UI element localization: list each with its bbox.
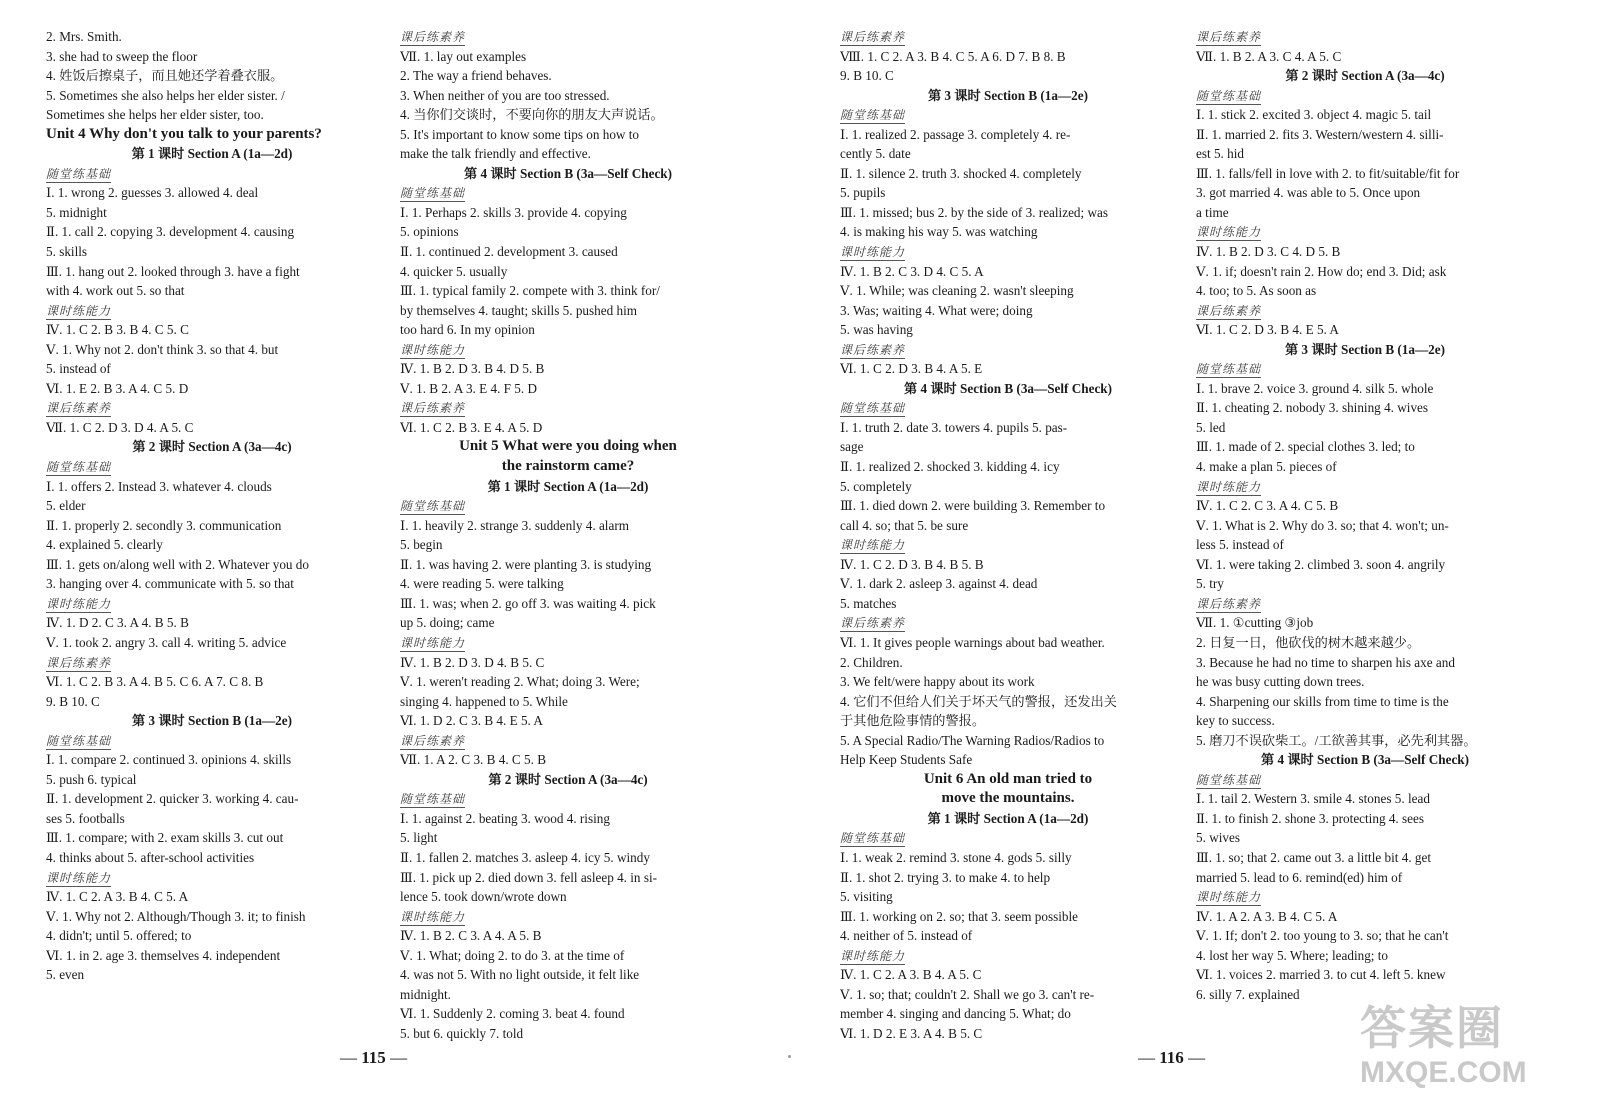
answer-line: 5. pupils <box>840 185 886 201</box>
answer-line: Ⅲ. 1. hang out 2. looked through 3. have a fight <box>46 263 300 279</box>
answer-line: lence 5. took down/wrote down <box>400 889 567 905</box>
answer-line: 4. neither of 5. instead of <box>840 928 973 944</box>
answer-line: call 4. so; that 5. be sure <box>840 517 969 533</box>
section-tag-row <box>840 27 1176 47</box>
section-tag-row <box>400 731 736 751</box>
section-tag-row <box>840 105 1176 125</box>
answer-line: Ⅵ. 1. C 2. B 3. A 4. B 5. C 6. A 7. C 8. B <box>46 674 264 690</box>
answer-line: Ⅰ. 1. Perhaps 2. skills 3. provide 4. copying <box>400 204 627 220</box>
section-tag-row <box>840 613 1176 633</box>
answer-line: 5. but 6. quickly 7. told <box>400 1025 524 1041</box>
answer-line: Ⅳ. 1. B 2. C 3. A 4. A 5. B <box>400 928 542 944</box>
answer-line: midnight. <box>400 986 451 1002</box>
answer-line: 6. silly 7. explained <box>1196 986 1300 1002</box>
answer-line: Ⅴ. 1. weren't reading 2. What; doing 3. Were; <box>400 674 640 690</box>
lesson-heading: 第 1 课时 Section A (1a—2d) <box>131 146 293 162</box>
answer-line: Ⅲ. 1. so; that 2. came out 3. a little bit 4. get <box>1196 849 1432 865</box>
answer-line: Ⅴ. 1. If; don't 2. too young to 3. so; that he can't <box>1196 928 1449 944</box>
answer-line: Ⅵ. 1. were taking 2. climbed 3. soon 4. angrily <box>1196 556 1446 572</box>
answer-line: 4. is making his way 5. was watching <box>840 224 1038 240</box>
section-tag-row <box>1196 770 1534 790</box>
section-tag: 课后练素养 <box>46 655 112 670</box>
section-tag-row <box>840 946 1176 966</box>
answer-line: Ⅳ. 1. B 2. D 3. C 4. D 5. B <box>1196 244 1341 260</box>
lesson-heading: 第 4 课时 Section B (3a—Self Check) <box>1260 752 1470 768</box>
lesson-heading: 第 4 课时 Section B (3a—Self Check) <box>903 380 1113 396</box>
lesson-heading: 第 1 课时 Section A (1a—2d) <box>487 478 649 494</box>
answer-line: 9. B 10. C <box>840 68 894 84</box>
answer-line: Ⅰ. 1. wrong 2. guesses 3. allowed 4. deal <box>46 185 259 201</box>
answer-line: Ⅲ. 1. was; when 2. go off 3. was waiting 4. pick <box>400 595 656 611</box>
section-tag: 课时练能力 <box>400 342 466 357</box>
section-tag-row <box>46 731 378 751</box>
answer-line: Ⅱ. 1. was having 2. were planting 3. is studying <box>400 556 652 572</box>
section-tag: 随堂练基础 <box>1196 772 1262 787</box>
answer-line: Ⅰ. 1. weak 2. remind 3. stone 4. gods 5. silly <box>840 849 1072 865</box>
answer-line: Ⅵ. 1. D 2. E 3. A 4. B 5. C <box>840 1025 983 1041</box>
answer-line: Ⅴ. 1. dark 2. asleep 3. against 4. dead <box>840 576 1038 592</box>
lesson-heading: 第 2 课时 Section A (3a—4c) <box>132 439 292 455</box>
answer-line: 4. thinks about 5. after-school activities <box>46 849 255 865</box>
answer-line: Ⅷ. 1. C 2. A 3. B 4. C 5. A 6. D 7. B 8. B <box>840 48 1066 64</box>
answer-line: Ⅰ. 1. realized 2. passage 3. completely 4. re- <box>840 126 1071 142</box>
unit-heading: Unit 6 An old man tried to <box>923 770 1093 787</box>
answer-line: 4. 当你们交谈时，不要向你的朋友大声说话。 <box>400 107 664 123</box>
section-tag: 课后练素养 <box>1196 303 1262 318</box>
answer-line: Ⅴ. 1. if; doesn't rain 2. How do; end 3. Did; ask <box>1196 263 1447 279</box>
answer-line: 9. B 10. C <box>46 693 100 709</box>
answer-line: Ⅰ. 1. brave 2. voice 3. ground 4. silk 5. whole <box>1196 380 1434 396</box>
lesson-heading: 第 1 课时 Section A (1a—2d) <box>927 810 1089 826</box>
column-3 <box>840 27 1176 1043</box>
section-tag-row <box>46 164 378 184</box>
section-tag: 课后练素养 <box>840 30 906 44</box>
answer-line: Ⅶ. 1. A 2. C 3. B 4. C 5. B <box>400 752 546 768</box>
answer-line: 5. matches <box>840 595 897 611</box>
unit-heading: Unit 4 Why don't you talk to your parents? <box>46 125 322 142</box>
answer-line: Ⅵ. 1. E 2. B 3. A 4. C 5. D <box>46 380 189 396</box>
answer-line: Ⅳ. 1. C 2. D 3. B 4. B 5. B <box>840 556 984 572</box>
answer-line: Ⅲ. 1. compare; with 2. exam skills 3. cut out <box>46 830 284 846</box>
answer-line: Ⅵ. 1. D 2. C 3. B 4. E 5. A <box>400 713 543 729</box>
section-tag: 课时练能力 <box>46 303 112 318</box>
section-tag-row <box>840 340 1176 360</box>
section-tag: 课后练素养 <box>46 401 112 416</box>
answer-line: 4. explained 5. clearly <box>46 537 163 553</box>
answer-line: Ⅱ. 1. realized 2. shocked 3. kidding 4. icy <box>840 459 1060 475</box>
answer-line: Ⅳ. 1. C 2. C 3. A 4. C 5. B <box>1196 498 1339 514</box>
answer-line: married 5. lead to 6. remind(ed) him of <box>1196 869 1403 885</box>
answer-line: Ⅶ. 1. C 2. D 3. D 4. A 5. C <box>46 419 194 435</box>
answer-line: 5. was having <box>840 322 913 338</box>
answer-line: 3. We felt/were happy about its work <box>840 674 1035 690</box>
answer-line: 5. 磨刀不误砍柴工。/工欲善其事，必先利其器。 <box>1196 732 1477 748</box>
answer-line: Ⅰ. 1. tail 2. Western 3. smile 4. stones 5. lead <box>1196 791 1430 807</box>
answer-line: Ⅱ. 1. fallen 2. matches 3. asleep 4. icy 5. windy <box>400 849 650 865</box>
answer-line: 2. 日复一日，他砍伐的树木越来越少。 <box>1196 634 1421 650</box>
section-tag: 课时练能力 <box>1196 479 1262 494</box>
lesson-heading: 第 2 课时 Section A (3a—4c) <box>488 771 648 787</box>
page-number-left: — 115 — <box>340 1048 408 1067</box>
unit-heading: the rainstorm came? <box>501 458 635 475</box>
section-tag-row <box>1196 594 1534 614</box>
answer-line: Ⅲ. 1. died down 2. were building 3. Remember to <box>840 498 1106 514</box>
answer-line: Ⅰ. 1. truth 2. date 3. towers 4. pupils 5. pas- <box>840 419 1068 435</box>
unit-heading: move the mountains. <box>941 790 1075 807</box>
section-tag-row <box>400 183 736 203</box>
answer-line: 5. skills <box>46 244 88 260</box>
section-tag-row <box>1196 477 1534 497</box>
section-tag: 课时练能力 <box>400 635 466 650</box>
section-tag: 随堂练基础 <box>400 792 466 807</box>
answer-line: 4. was not 5. With no light outside, it felt like <box>400 967 640 983</box>
answer-line: 4. 它们不但给人们关于坏天气的警报，还发出关 <box>840 693 1117 709</box>
answer-line: 5. completely <box>840 478 912 494</box>
answer-line: 4. were reading 5. were talking <box>400 576 564 592</box>
answer-line: 3. When neither of you are too stressed. <box>400 87 610 103</box>
answer-line: Ⅳ. 1. A 2. A 3. B 4. C 5. A <box>1196 908 1338 924</box>
answer-line: Ⅴ. 1. Why not 2. Although/Though 3. it; to finish <box>46 908 306 924</box>
answer-line: Ⅴ. 1. took 2. angry 3. call 4. writing 5. advice <box>46 634 287 650</box>
answer-line: Ⅱ. 1. married 2. fits 3. Western/western 4. silli- <box>1196 126 1444 142</box>
section-tag: 随堂练基础 <box>46 460 112 475</box>
section-tag-row <box>1196 222 1534 242</box>
section-tag-row <box>840 398 1176 418</box>
answer-line: 2. Mrs. Smith. <box>46 29 122 44</box>
unit-heading: Unit 5 What were you doing when <box>459 438 677 455</box>
answer-line: ses 5. footballs <box>46 810 125 826</box>
answer-line: Ⅳ. 1. C 2. B 3. B 4. C 5. C <box>46 322 189 338</box>
section-tag: 随堂练基础 <box>840 831 906 846</box>
section-tag: 随堂练基础 <box>840 108 906 123</box>
section-tag-row <box>46 398 378 418</box>
column-2 <box>400 27 736 1043</box>
section-tag-row <box>400 496 736 516</box>
answer-line: Ⅶ. 1. ①cutting ③job <box>1196 615 1314 631</box>
answer-line: Ⅰ. 1. stick 2. excited 3. object 4. magic 5. tail <box>1196 107 1432 123</box>
section-tag: 课后练素养 <box>840 616 906 631</box>
answer-line: 4. quicker 5. usually <box>400 263 508 279</box>
answer-line: Ⅳ. 1. D 2. C 3. A 4. B 5. B <box>46 615 189 631</box>
section-tag: 课时练能力 <box>840 948 906 963</box>
answer-line: Ⅰ. 1. against 2. beating 3. wood 4. rising <box>400 810 610 826</box>
answer-line: Ⅱ. 1. development 2. quicker 3. working 4. cau- <box>46 791 299 807</box>
section-tag: 课时练能力 <box>840 245 906 260</box>
section-tag: 课时练能力 <box>840 538 906 553</box>
section-tag: 随堂练基础 <box>1196 88 1262 103</box>
section-tag-row <box>46 457 378 477</box>
answer-line: Ⅵ. 1. in 2. age 3. themselves 4. independent <box>46 947 281 963</box>
answer-line: Ⅳ. 1. B 2. D 3. B 4. D 5. B <box>400 361 545 377</box>
answer-line: Ⅱ. 1. call 2. copying 3. development 4. causing <box>46 224 295 240</box>
section-tag: 随堂练基础 <box>400 499 466 514</box>
page-number-right-value: 116 <box>1159 1048 1184 1067</box>
section-tag: 课时练能力 <box>400 909 466 924</box>
answer-line: Ⅲ. 1. falls/fell in love with 2. to fit/suitable/fit for <box>1196 165 1460 181</box>
answer-line: he was busy cutting down trees. <box>1196 674 1365 690</box>
answer-line: less 5. instead of <box>1196 537 1284 553</box>
answer-line: sage <box>840 439 864 455</box>
answer-line: Ⅲ. 1. made of 2. special clothes 3. led; to <box>1196 439 1415 455</box>
lesson-heading: 第 2 课时 Section A (3a—4c) <box>1285 68 1445 84</box>
section-tag-row <box>840 828 1176 848</box>
answer-line: 3. got married 4. was able to 5. Once upon <box>1196 185 1421 201</box>
watermark-line2: MXQE.COM <box>1360 1056 1527 1089</box>
answer-line: Ⅴ. 1. What is 2. Why do 3. so; that 4. won't; un- <box>1196 517 1449 533</box>
answer-line: Ⅱ. 1. silence 2. truth 3. shocked 4. completely <box>840 165 1082 181</box>
answer-line: est 5. hid <box>1196 146 1244 162</box>
answer-line: Ⅱ. 1. shot 2. trying 3. to make 4. to help <box>840 869 1051 885</box>
answer-line: Ⅴ. 1. While; was cleaning 2. wasn't sleeping <box>840 283 1074 299</box>
section-tag-row <box>400 633 736 653</box>
lesson-heading: 第 3 课时 Section B (1a—2e) <box>1284 341 1446 357</box>
section-tag-row <box>1196 359 1534 379</box>
answer-line: Ⅵ. 1. It gives people warnings about bad weather. <box>840 634 1105 650</box>
answer-line: Ⅴ. 1. What; doing 2. to do 3. at the time of <box>400 947 625 963</box>
answer-line: 5. visiting <box>840 889 893 905</box>
section-tag: 随堂练基础 <box>46 733 112 748</box>
answer-line: Ⅱ. 1. properly 2. secondly 3. communication <box>46 517 282 533</box>
answer-line: Ⅰ. 1. heavily 2. strange 3. suddenly 4. alarm <box>400 517 629 533</box>
answer-line: Help Keep Students Safe <box>840 752 973 768</box>
answer-line: key to success. <box>1196 713 1275 729</box>
answer-line: 5. midnight <box>46 204 107 220</box>
answer-line: 4. too; to 5. As soon as <box>1196 283 1317 299</box>
answer-line: Ⅲ. 1. working on 2. so; that 3. seem possible <box>840 908 1078 924</box>
section-tag-row <box>840 242 1176 262</box>
answer-line: up 5. doing; came <box>400 615 495 631</box>
answer-line: Ⅳ. 1. C 2. A 3. B 4. C 5. A <box>46 889 189 905</box>
section-tag-row <box>400 398 736 418</box>
answer-line: Ⅱ. 1. to finish 2. shone 3. protecting 4. sees <box>1196 810 1424 826</box>
column-1 <box>46 27 378 985</box>
section-tag-row <box>400 340 736 360</box>
answer-line: Ⅴ. 1. B 2. A 3. E 4. F 5. D <box>400 380 538 396</box>
answer-line: 5. led <box>1196 419 1226 435</box>
answer-line: 于其他危险事情的警报。 <box>840 713 986 729</box>
answer-line: 5. even <box>46 967 85 983</box>
section-tag-row <box>840 535 1176 555</box>
answer-line: Ⅱ. 1. cheating 2. nobody 3. shining 4. wives <box>1196 400 1429 416</box>
answer-line: 3. Because he had no time to sharpen his axe and <box>1196 654 1455 670</box>
watermark-line1: 答案圈 <box>1360 1002 1504 1054</box>
section-tag-row <box>1196 27 1534 47</box>
lesson-heading: 第 4 课时 Section B (3a—Self Check) <box>463 165 673 181</box>
answer-line: 2. Children. <box>840 654 903 670</box>
answer-line: 4. didn't; until 5. offered; to <box>46 928 192 944</box>
section-tag-row <box>400 907 736 927</box>
answer-line: 5. elder <box>46 498 86 514</box>
answer-line: Ⅲ. 1. typical family 2. compete with 3. think for/ <box>400 283 660 299</box>
answer-line: Ⅲ. 1. pick up 2. died down 3. fell asleep 4. in si- <box>400 869 658 885</box>
answer-line: Ⅳ. 1. B 2. D 3. D 4. B 5. C <box>400 654 545 670</box>
answer-line: Ⅲ. 1. gets on/along well with 2. Whatever you do <box>46 556 309 572</box>
answer-line: 5. instead of <box>46 361 111 377</box>
section-tag-row <box>46 653 378 673</box>
answer-line: 4. 姓饭后擦桌子，而且她还学着叠衣服。 <box>46 68 284 84</box>
answer-line: a time <box>1196 204 1229 220</box>
section-tag: 课时练能力 <box>46 596 112 611</box>
answer-line: 5. try <box>1196 576 1224 592</box>
answer-line: Ⅴ. 1. so; that; couldn't 2. Shall we go 3. can't re- <box>840 986 1095 1002</box>
watermark-logo <box>1360 1000 1570 1100</box>
answer-line: Ⅲ. 1. missed; bus 2. by the side of 3. realized; was <box>840 204 1108 220</box>
answer-line: with 4. work out 5. so that <box>46 283 185 299</box>
answer-line: Ⅰ. 1. compare 2. continued 3. opinions 4. skills <box>46 752 292 768</box>
gutter-dot <box>788 1055 791 1058</box>
answer-line: 4. Sharpening our skills from time to time is the <box>1196 693 1449 709</box>
lesson-heading: 第 3 课时 Section B (1a—2e) <box>927 87 1089 103</box>
answer-line: Ⅳ. 1. C 2. A 3. B 4. A 5. C <box>840 967 982 983</box>
page-number-left-value: 115 <box>361 1048 386 1067</box>
section-tag-row <box>1196 887 1534 907</box>
answer-line: 5. light <box>400 830 438 846</box>
answer-line: 3. Was; waiting 4. What were; doing <box>840 302 1033 318</box>
answer-line: 4. lost her way 5. Where; leading; to <box>1196 947 1389 963</box>
section-tag: 随堂练基础 <box>400 186 466 201</box>
section-tag: 课后练素养 <box>400 733 466 748</box>
section-tag: 课后练素养 <box>1196 30 1262 44</box>
section-tag: 课时练能力 <box>46 870 112 885</box>
answer-line: 3. hanging over 4. communicate with 5. so that <box>46 576 294 592</box>
answer-line: Ⅵ. 1. C 2. D 3. B 4. A 5. E <box>840 361 983 377</box>
answer-line: Ⅶ. 1. B 2. A 3. C 4. A 5. C <box>1196 48 1342 64</box>
answer-line: Ⅵ. 1. Suddenly 2. coming 3. beat 4. found <box>400 1006 625 1022</box>
section-tag-row <box>46 301 378 321</box>
answer-line: 5. opinions <box>400 224 459 240</box>
section-tag-row <box>46 594 378 614</box>
answer-line: cently 5. date <box>840 146 911 162</box>
section-tag-row <box>400 27 736 47</box>
section-tag-row <box>46 868 378 888</box>
column-4 <box>1196 27 1534 1004</box>
section-tag: 随堂练基础 <box>1196 362 1262 377</box>
answer-line: 5. It's important to know some tips on how to <box>400 126 640 142</box>
answer-line: Ⅳ. 1. B 2. C 3. D 4. C 5. A <box>840 263 984 279</box>
section-tag-row <box>1196 301 1534 321</box>
answer-line: singing 4. happened to 5. While <box>400 693 568 709</box>
answer-line: Ⅶ. 1. lay out examples <box>400 48 527 64</box>
answer-line: Ⅱ. 1. continued 2. development 3. caused <box>400 244 618 260</box>
answer-line: 5. wives <box>1196 830 1240 846</box>
section-tag: 课后练素养 <box>840 342 906 357</box>
answer-line: Ⅴ. 1. Why not 2. don't think 3. so that 4. but <box>46 341 279 357</box>
section-tag: 课后练素养 <box>400 401 466 416</box>
page-number-right: — 116 — <box>1138 1048 1206 1067</box>
answer-line: member 4. singing and dancing 5. What; do <box>840 1006 1071 1022</box>
answer-line: by themselves 4. taught; skills 5. pushed him <box>400 302 637 318</box>
answer-line: Ⅰ. 1. offers 2. Instead 3. whatever 4. clouds <box>46 478 272 494</box>
answer-line: 5. push 6. typical <box>46 771 137 787</box>
section-tag-row <box>400 789 736 809</box>
answer-line: too hard 6. In my opinion <box>400 322 535 338</box>
answer-line: make the talk friendly and effective. <box>400 146 591 162</box>
answer-line: 4. make a plan 5. pieces of <box>1196 459 1337 475</box>
section-tag: 课时练能力 <box>1196 225 1262 240</box>
answer-line: Ⅵ. 1. voices 2. married 3. to cut 4. left 5. knew <box>1196 967 1446 983</box>
section-tag-row <box>1196 86 1534 106</box>
answer-line: Ⅵ. 1. C 2. B 3. E 4. A 5. D <box>400 419 543 435</box>
answer-line: Ⅵ. 1. C 2. D 3. B 4. E 5. A <box>1196 322 1339 338</box>
answer-line: 2. The way a friend behaves. <box>400 68 552 84</box>
section-tag: 课后练素养 <box>400 30 466 44</box>
answer-line: 5. Sometimes she also helps her elder sister. / <box>46 87 285 103</box>
section-tag: 课时练能力 <box>1196 890 1262 905</box>
answer-line: 5. begin <box>400 537 443 553</box>
section-tag: 课后练素养 <box>1196 596 1262 611</box>
answer-line: 5. A Special Radio/The Warning Radios/Radios to <box>840 732 1105 748</box>
answer-line: 3. she had to sweep the floor <box>46 48 198 64</box>
answer-line: Sometimes she helps her elder sister, too. <box>46 107 264 123</box>
section-tag: 随堂练基础 <box>840 401 906 416</box>
lesson-heading: 第 3 课时 Section B (1a—2e) <box>131 713 293 729</box>
section-tag: 随堂练基础 <box>46 166 112 181</box>
